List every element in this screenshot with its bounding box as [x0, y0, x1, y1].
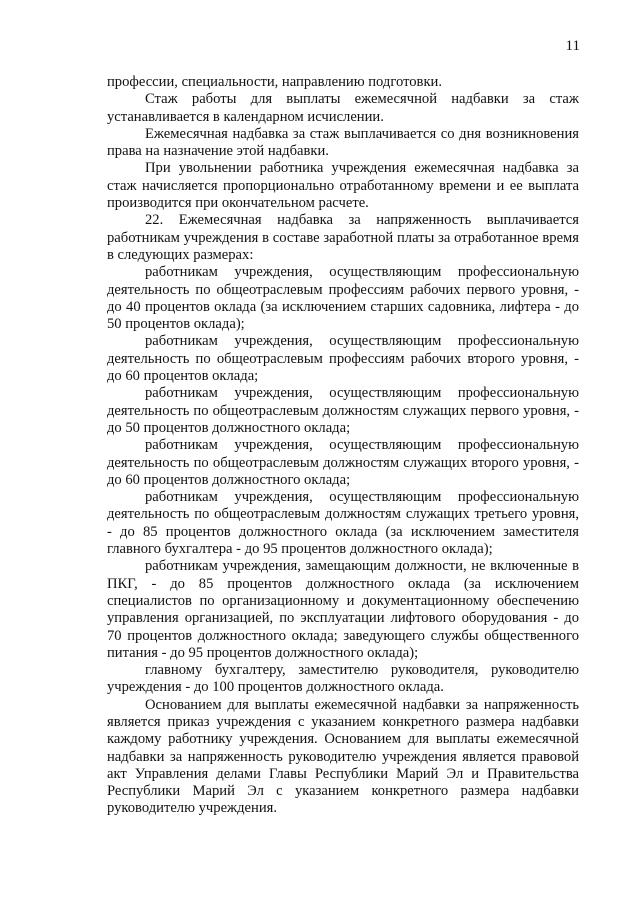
list-item: работникам учреждения, осуществляющим профессиональную деятельность по общеотраслевым должностям служащих второго уровня, - до 60 процентов должностного оклада;	[107, 437, 579, 488]
list-item: работникам учреждения, осуществляющим профессиональную деятельность по общеотраслевым должностям служащих третьего уровня, - до 85 процентов должностного оклада (за исключением заместителя главного бухгалтера - до 95 процентов должностного оклада);	[107, 489, 579, 558]
paragraph: Основанием для выплаты ежемесячной надбавки за напряженность является приказ учреждения с указанием конкретного размера надбавки каждому работнику учреждения. Основанием для выплаты ежемесячной надбавки за напряженность руководителю учреждения является правовой акт Управления делами Главы Республики Марий Эл и Правительства Республики Марий Эл с указанием конкретного размера надбавки руководителю учреждения.	[107, 696, 579, 817]
section-22-paragraph: 22. Ежемесячная надбавка за напряженность выплачивается работникам учреждения в составе заработной платы за отработанное время в следующих размерах:	[107, 212, 579, 263]
list-item: работникам учреждения, замещающим должности, не включенные в ПКГ, - до 85 процентов должностного оклада (за исключением специалистов по организационному и документационному обеспечению управления организацией, по эксплуатации лифтового оборудования - до 70 процентов должностного оклада; заведующего службы общественного питания - до 95 процентов должностного оклада);	[107, 558, 579, 661]
document-body	[107, 74, 579, 818]
list-item: главному бухгалтеру, заместителю руководителя, руководителю учреждения - до 100 процентов должностного оклада.	[107, 662, 579, 696]
paragraph: Стаж работы для выплаты ежемесячной надбавки за стаж устанавливается в календарном исчислении.	[107, 91, 579, 125]
paragraph: Ежемесячная надбавка за стаж выплачивается со дня возникновения права на назначение этой надбавки.	[107, 125, 579, 160]
page-number: 11	[565, 38, 580, 54]
list-item: работникам учреждения, осуществляющим профессиональную деятельность по общеотраслевым профессиям рабочих второго уровня, - до 60 процентов оклада;	[107, 333, 579, 385]
list-item: работникам учреждения, осуществляющим профессиональную деятельность по общеотраслевым профессиям рабочих первого уровня, - до 40 процентов оклада (за исключением старших садовника, лифтера - до 50 процентов оклада);	[107, 264, 579, 333]
list-item: работникам учреждения, осуществляющим профессиональную деятельность по общеотраслевым должностям служащих первого уровня, - до 50 процентов должностного оклада;	[107, 385, 579, 436]
paragraph: профессии, специальности, направлению подготовки.	[107, 74, 443, 90]
paragraph: При увольнении работника учреждения ежемесячная надбавка за стаж начисляется пропорционально отработанному времени и ее выплата производится при окончательном расчете.	[107, 160, 579, 212]
